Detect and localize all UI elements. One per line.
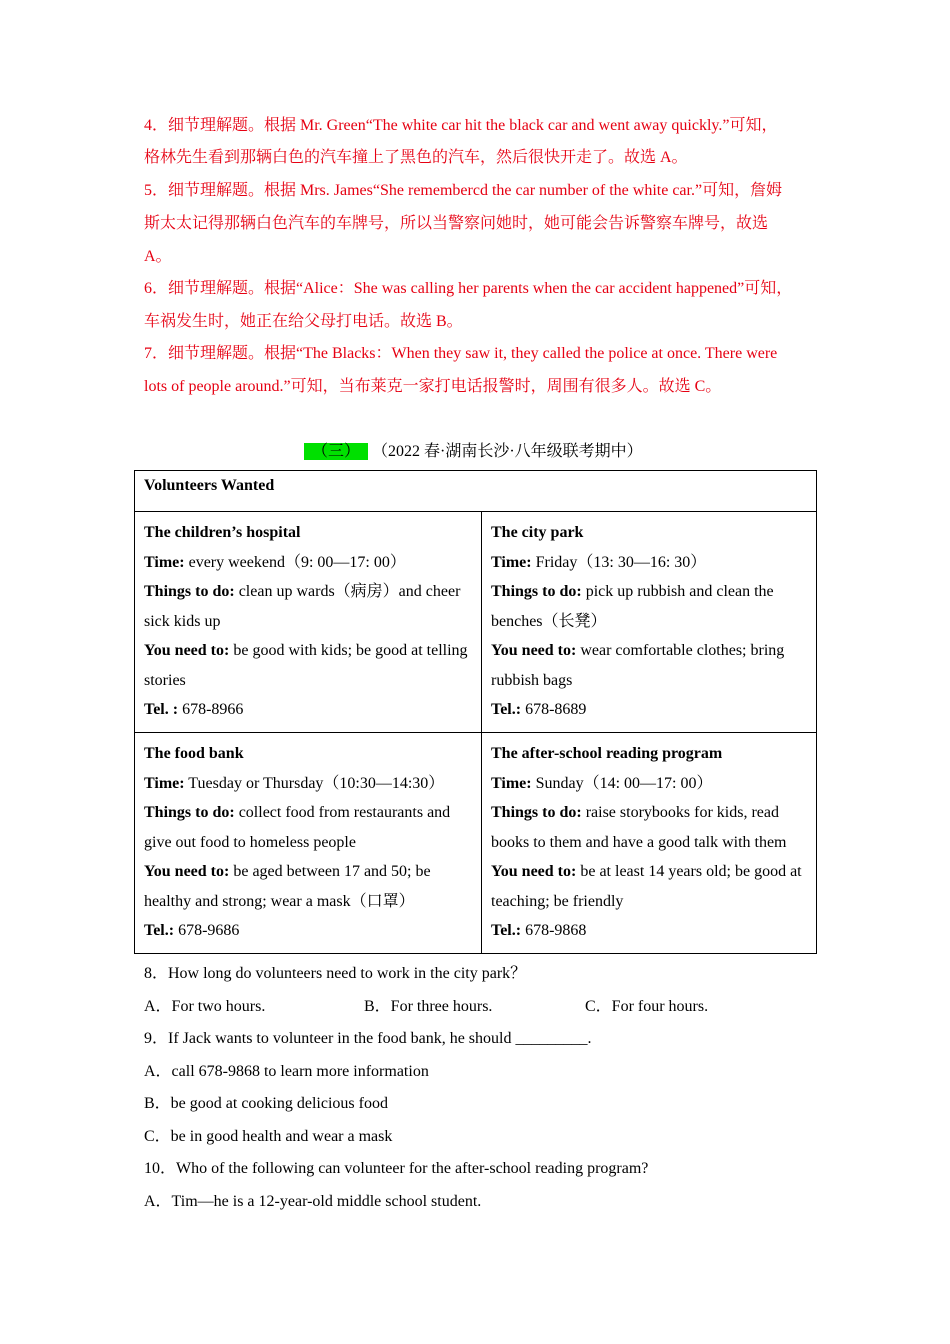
time-line: Time: Tuesday or Thursday（10:30—14:30） <box>144 774 445 792</box>
section-heading <box>304 438 643 461</box>
option-b: B．For three hours. <box>364 998 493 1015</box>
explanation-line: 5．细节理解题。根据 Mrs. James“She remembercd the car number of the white car.”可知，詹姆 <box>144 182 783 199</box>
things-line: Things to do: pick up rubbish and clean the benches（长凳） <box>491 583 774 630</box>
time-line: Time: Friday（13: 30—16: 30） <box>491 553 707 571</box>
things-line: Things to do: raise storybooks for kids, read books to them and have a good talk with them <box>491 804 787 851</box>
place-name: The food bank <box>144 745 244 762</box>
time-line: Time: every weekend（9: 00—17: 00） <box>144 553 406 571</box>
option-a: A．call 678-9868 to learn more information <box>144 1063 429 1080</box>
explanation-line: A。 <box>144 248 172 265</box>
place-name: The children’s hospital <box>144 524 301 541</box>
option-c: C．be in good health and wear a mask <box>144 1128 393 1145</box>
need-line: You need to: be at least 14 years old; be good at teaching; be friendly <box>491 863 802 910</box>
option-a: A．For two hours. <box>144 998 266 1015</box>
need-line: You need to: wear comfortable clothes; bring rubbish bags <box>491 642 785 689</box>
notice-cell-city-park <box>482 512 817 733</box>
question-8-options <box>144 993 708 1016</box>
notice-cell-food-bank <box>135 733 482 954</box>
question-8: 8．How long do volunteers need to work in the city park？ <box>144 965 527 982</box>
explanation-line: 4．细节理解题。根据 Mr. Green“The white car hit the black car and went away quickly.”可知， <box>144 117 778 134</box>
explanation-line: lots of people around.”可知，当布莱克一家打电话报警时，周围有很多人。故选 C。 <box>144 378 722 395</box>
tel-line: Tel. : 678-8966 <box>144 701 244 718</box>
option-c: C．For four hours. <box>585 998 709 1015</box>
tel-line: Tel.: 678-9868 <box>491 922 587 939</box>
tel-line: Tel.: 678-8689 <box>491 701 587 718</box>
notice-title: Volunteers Wanted <box>135 471 817 512</box>
volunteer-notice-table <box>134 470 817 954</box>
time-line: Time: Sunday（14: 00—17: 00） <box>491 774 713 792</box>
place-name: The after-school reading program <box>491 745 723 762</box>
things-line: Things to do: collect food from restaurants and give out food to homeless people <box>144 804 451 851</box>
explanation-line: 格林先生看到那辆白色的汽车撞上了黑色的汽车，然后很快开走了。故选 A。 <box>144 149 688 166</box>
option-b: B．be good at cooking delicious food <box>144 1095 388 1112</box>
explanation-line: 斯太太记得那辆白色汽车的车牌号，所以当警察问她时，她可能会告诉警察车牌号，故选 <box>144 215 769 232</box>
things-line: Things to do: clean up wards（病房）and cheer sick kids up <box>144 583 461 630</box>
notice-cell-hospital <box>135 512 482 733</box>
place-name: The city park <box>491 524 584 541</box>
option-a: A．Tim—he is a 12-year-old middle school student. <box>144 1193 482 1210</box>
notice-cell-reading-program <box>482 733 817 954</box>
question-10: 10．Who of the following can volunteer for the after-school reading program? <box>144 1160 649 1177</box>
explanation-line: 7．细节理解题。根据“The Blacks：When they saw it, they called the police at once. There were <box>144 345 778 362</box>
need-line: You need to: be good with kids; be good at telling stories <box>144 642 468 689</box>
section-source: （2022 春·湖南长沙·八年级联考期中） <box>372 443 643 460</box>
question-9: 9．If Jack wants to volunteer in the food bank, he should _________. <box>144 1030 592 1047</box>
explanation-line: 车祸发生时，她正在给父母打电话。故选 B。 <box>144 313 463 330</box>
tel-line: Tel.: 678-9686 <box>144 922 240 939</box>
section-number: （三） <box>304 443 368 460</box>
need-line: You need to: be aged between 17 and 50; be healthy and strong; wear a mask（口罩） <box>144 863 431 910</box>
explanation-line: 6．细节理解题。根据“Alice：She was calling her parents when the car accident happened”可知， <box>144 280 793 297</box>
